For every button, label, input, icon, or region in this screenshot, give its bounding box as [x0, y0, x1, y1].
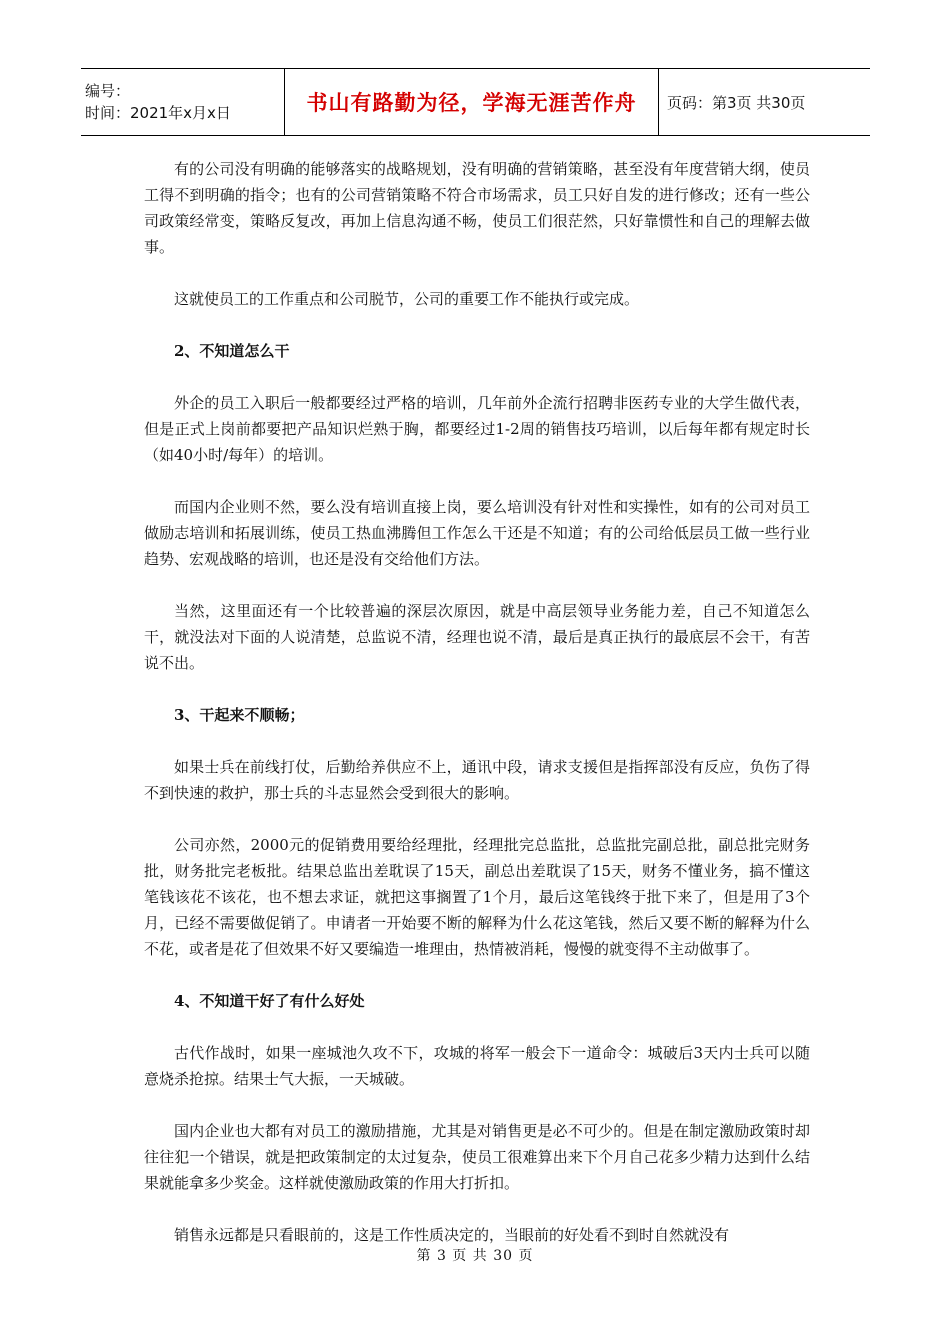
page-header — [81, 68, 870, 136]
number-label: 编号： — [85, 82, 131, 100]
header-meta — [81, 69, 284, 135]
paragraph: 而国内企业则不然，要么没有培训直接上岗，要么培训没有针对性和实操性，如有的公司对员工做励志培训和拓展训练，使员工热血沸腾但工作怎么干还是不知道；有的公司给低层员工做一些行业趋势、宏观战略的培训，也还是没有交给他们方法。 — [144, 498, 810, 568]
header-motto: 书山有路勤为径，学海无涯苦作舟 — [284, 69, 659, 135]
paragraph: 外企的员工入职后一般都要经过严格的培训，几年前外企流行招聘非医药专业的大学生做代表，但是正式上岗前都要把产品知识烂熟于胸，都要经过1-2周的销售技巧培训，以后每年都有规定时长（如40小时/每年）的培训。 — [144, 394, 810, 464]
paragraph: 有的公司没有明确的能够落实的战略规划，没有明确的营销策略，甚至没有年度营销大纲，使员工得不到明确的指令；也有的公司营销策略不符合市场需求，员工只好自发的进行修改；还有一些公司政策经常变，策略反复改，再加上信息沟通不畅，使员工们很茫然，只好靠惯性和自己的理解去做事。 — [144, 160, 810, 256]
paragraph: 公司亦然，2000元的促销费用要给经理批，经理批完总监批，总监批完副总批，副总批完财务批，财务批完老板批。结果总监出差耽误了15天，副总出差耽误了15天，财务不懂业务，搞不懂这笔钱该花不该花，也不想去求证，就把这事搁置了1个月，最后这笔钱终于批下来了，但是用了3个月，已经不需要做促销了。申请者一开始要不断的解释为什么花这笔钱，然后又要不断的解释为什么不花，或者是花了但效果不好又要编造一堆理由，热情被消耗，慢慢的就变得不主动做事了。 — [144, 836, 810, 958]
paragraph: 这就使员工的工作重点和公司脱节，公司的重要工作不能执行或完成。 — [174, 290, 640, 308]
paragraph: 销售永远都是只看眼前的，这是工作性质决定的，当眼前的好处看不到时自然就没有 — [174, 1226, 730, 1244]
section-heading: 2、不知道怎么干 — [174, 342, 290, 360]
time-label: 时间：2021年x月x日 — [85, 104, 231, 122]
paragraph: 国内企业也大都有对员工的激励措施，尤其是对销售更是必不可少的。但是在制定激励政策时却往往犯一个错误，就是把政策制定的太过复杂，使员工很难算出来下个月自己花多少精力达到什么结果就能拿多少奖金。这样就使激励政策的作用大打折扣。 — [144, 1122, 810, 1192]
header-page-info: 页码：第3页 共30页 — [667, 93, 806, 112]
document-body — [144, 156, 810, 1274]
page-footer: 第 3 页 共 30 页 — [416, 1248, 534, 1264]
paragraph: 如果士兵在前线打仗，后勤给养供应不上，通讯中段，请求支援但是指挥部没有反应，负伤了得不到快速的救护，那士兵的斗志显然会受到很大的影响。 — [144, 758, 810, 802]
section-heading: 3、干起来不顺畅； — [174, 706, 305, 724]
section-heading: 4、不知道干好了有什么好处 — [174, 992, 365, 1010]
paragraph: 古代作战时，如果一座城池久攻不下，攻城的将军一般会下一道命令：城破后3天内士兵可以随意烧杀抢掠。结果士气大振，一天城破。 — [144, 1044, 810, 1088]
paragraph: 当然，这里面还有一个比较普遍的深层次原因，就是中高层领导业务能力差，自己不知道怎么干，就没法对下面的人说清楚，总监说不清，经理也说不清，最后是真正执行的最底层不会干，有苦说不出。 — [144, 602, 810, 672]
